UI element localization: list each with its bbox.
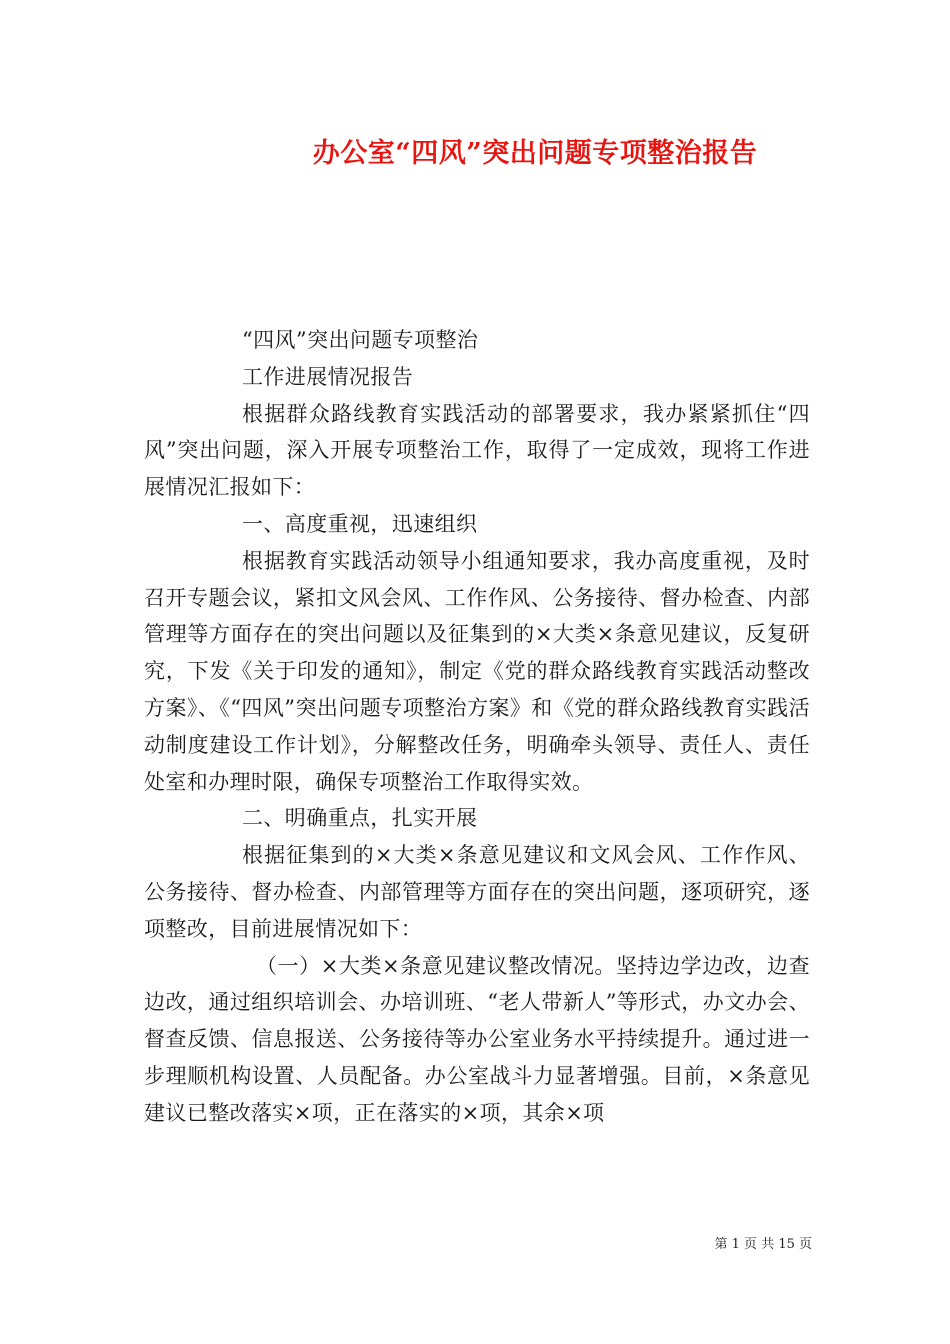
page-number-footer: 第 1 页 共 15 页 xyxy=(714,1237,812,1252)
subsection-1-paragraph: （一）×大类×条意见建议整改情况。坚持边学边改，边查边改，通过组织培训会、办培训班、“老人带新人”等形式，办文办会、督查反馈、信息报送、公务接待等办公室业务水平持续提升。通过进一步理顺机构设置、人员配备。办公室战斗力显著增强。目前，×条意见建议已整改落实×项，正在落实的×项，其余×项 xyxy=(144,953,810,1125)
document-body xyxy=(144,322,810,1132)
section-heading-1: 一、高度重视，迅速组织 xyxy=(242,511,478,536)
subtitle-line-2: 工作进展情况报告 xyxy=(242,364,414,389)
section-heading-2: 二、明确重点，扎实开展 xyxy=(242,806,478,831)
section-2-paragraph: 根据征集到的×大类×条意见建议和文风会风、工作作风、公务接待、督办检查、内部管理等方面存在的突出问题，逐项研究，逐项整改，目前进展情况如下： xyxy=(144,843,810,941)
intro-paragraph: 根据群众路线教育实践活动的部署要求，我办紧紧抓住“四风”突出问题，深入开展专项整治工作，取得了一定成效，现将工作进展情况汇报如下： xyxy=(144,401,810,500)
section-1-paragraph: 根据教育实践活动领导小组通知要求，我办高度重视，及时召开专题会议，紧扣文风会风、工作作风、公务接待、督办检查、内部管理等方面存在的突出问题以及征集到的×大类×条意见建议，反复研究，下发《关于印发的通知》，制定《党的群众路线教育实践活动整改方案》、《“四风”突出问题专项整治方案》和《党的群众路线教育实践活动制度建设工作计划》，分解整改任务，明确牵头领导、责任人、责任处室和办理时限，确保专项整治工作取得实效。 xyxy=(144,548,810,794)
document-title: 办公室“四风”突出问题专项整治报告 xyxy=(312,138,758,169)
subtitle-line-1: “四风”突出问题专项整治 xyxy=(242,328,479,352)
